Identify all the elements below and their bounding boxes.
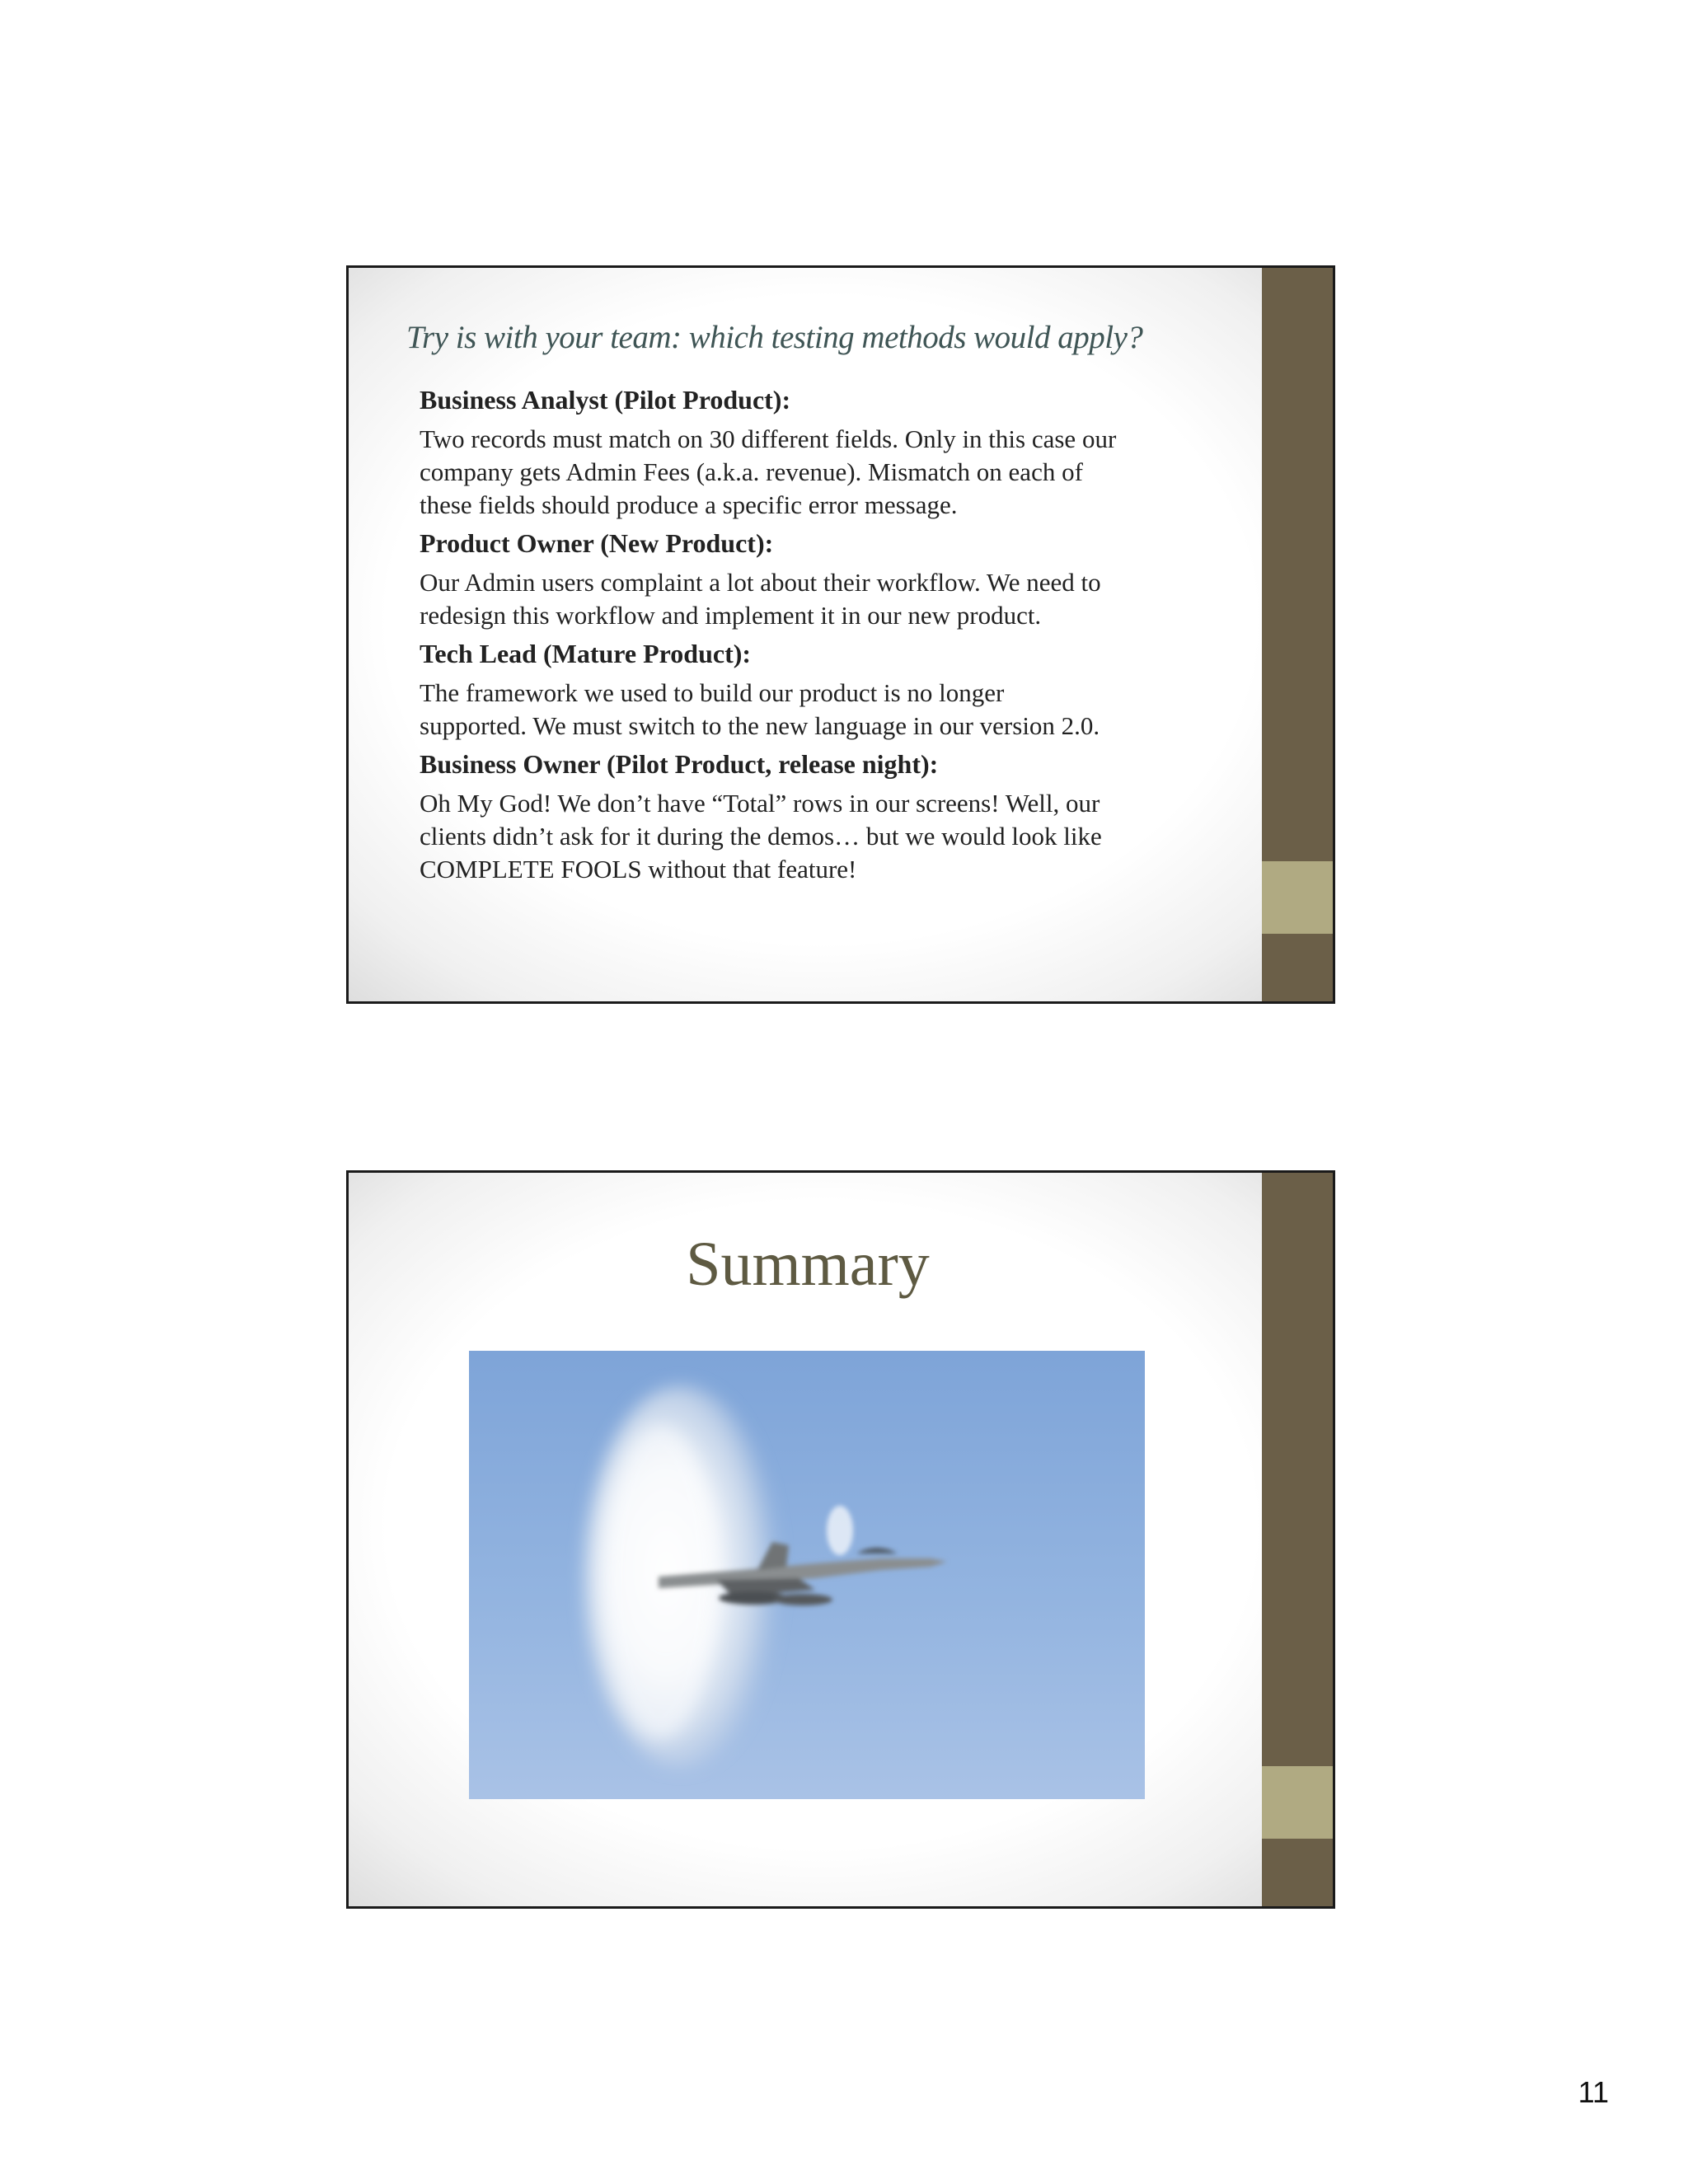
slide-sidebar-accent: [1262, 861, 1333, 934]
role-heading-business-analyst: Business Analyst (Pilot Product):: [420, 385, 791, 415]
role-body-product-owner: Our Admin users complaint a lot about their workflow. We need to redesign this workflow and implement it in our new product.: [420, 568, 1101, 630]
slide-sidebar-accent: [1262, 1766, 1333, 1839]
slide-title: Summary: [686, 1230, 930, 1299]
role-heading-business-owner: Business Owner (Pilot Product, release night):: [420, 749, 939, 779]
slide-title: Try is with your team: which testing methods would apply?: [406, 320, 1143, 355]
slide-content: [420, 383, 1244, 891]
role-body-business-owner: Oh My God! We don’t have “Total” rows in our screens! Well, our clients didn’t ask for it during the demos… but we would look like COMPLETE FOOLS without that feature!: [420, 789, 1102, 883]
slide-summary: [346, 1170, 1335, 1909]
role-heading-product-owner: Product Owner (New Product):: [420, 528, 774, 558]
page-number: 11: [1578, 2075, 1609, 2109]
jet-sonic-boom-photo: [469, 1351, 1145, 1799]
slide-testing-methods: [346, 265, 1335, 1004]
role-heading-tech-lead: Tech Lead (Mature Product):: [420, 639, 752, 668]
role-body-tech-lead: The framework we used to build our product is no longer supported. We must switch to the new language in our version 2.0.: [420, 678, 1100, 740]
role-body-business-analyst: Two records must match on 30 different fields. Only in this case our company gets Admin Fees (a.k.a. revenue). Mismatch on each of these fields should produce a specific error message.: [420, 424, 1117, 519]
